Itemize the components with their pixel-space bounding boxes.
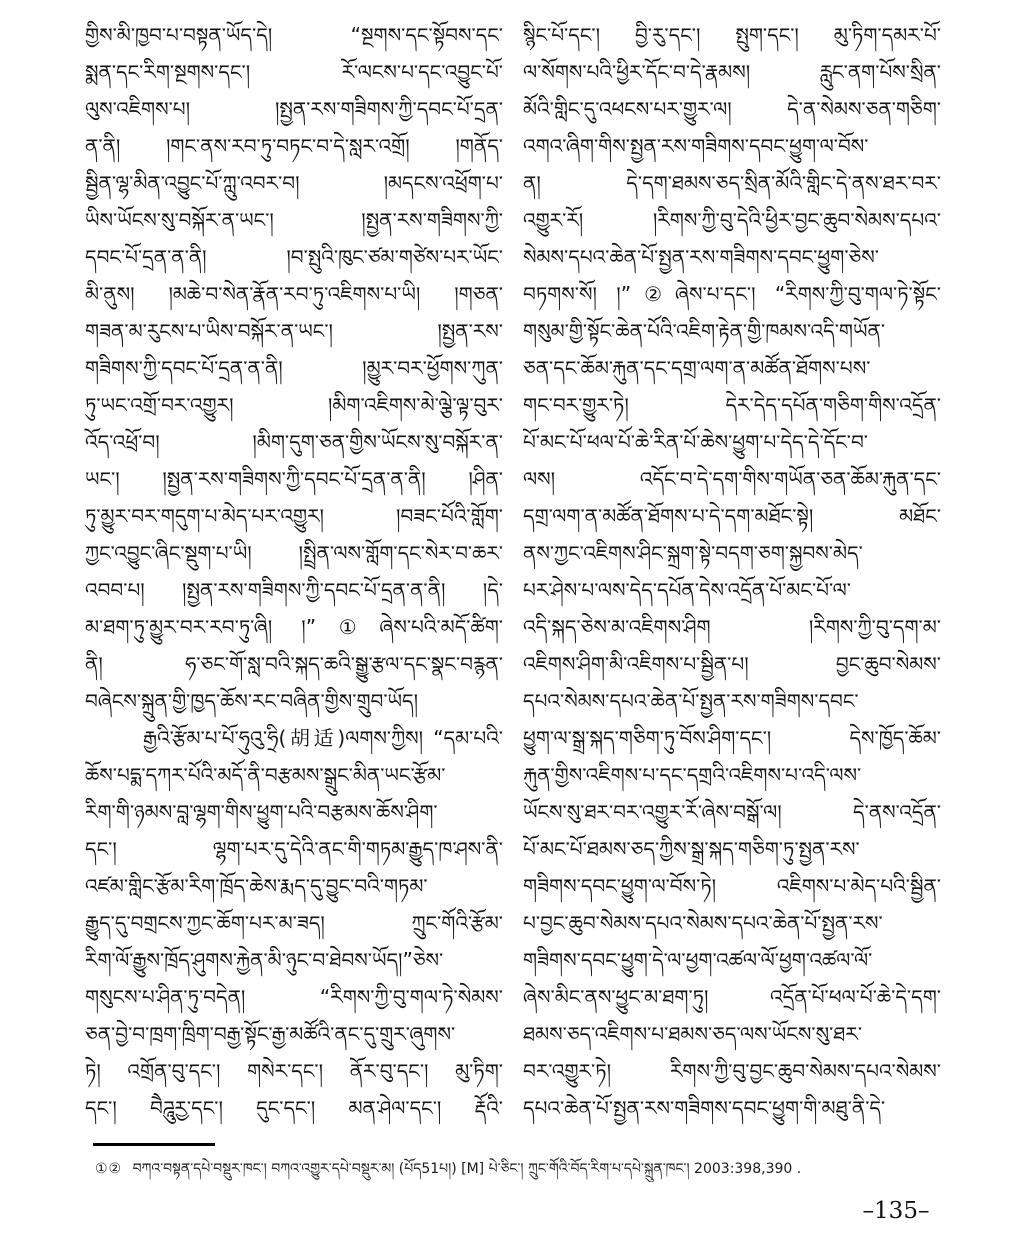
text-line: ཡོངས་སུ་ཐར་བར་འགྱུར་རོ་ཞེས་བསྒོ་ལ། དེ་ནས་འདྲོན་ <box>523 800 941 824</box>
text-line: པ་བྱང་ཆུབ་སེམས་དཔའ་སེམས་དཔའ་ཆེན་པོ་སྤྱན་རས་ <box>523 911 883 935</box>
text-line: པོ་མང་པོ་ཐམས་ཅད་ཀྱིས་སྒྲ་སྐད་གཅིག་ཏུ་སྤྱན་རས་ <box>523 837 860 861</box>
text-line: ན་ནི། །གང་ནས་རབ་ཏུ་བཏང་བ་དེ་སླར་འགྲོ། །གནོད་ <box>85 134 503 158</box>
text-line: ཏུ་ཡང་འགྲོ་བར་འགྱུར། །མིག་འཇིགས་མེ་ལྕེ་ལྟ་བུར་ <box>85 393 503 417</box>
text-column-left <box>85 14 503 1124</box>
text-line: ལས། འདོང་བ་དེ་དག་གིས་གཡོན་ཅན་ཆོམ་རྐུན་དང་ <box>523 467 941 491</box>
text-line: གྱིས་མི་ཁྱབ་པ་བསྟན་ཡོད་དེ། “སྔགས་དང་སྟོབས་དང་ <box>85 23 503 47</box>
text-line: འཛམ་གླིང་རྩོམ་རིག་ཁྲོད་ཆེས་རྨད་དུ་བྱུང་བའི་གཏམ་ <box>85 874 428 898</box>
text-line: བཞེངས་སྐྲུན་གྱི་ཁྱད་ཆོས་རང་བཞིན་གྱིས་གྲུབ་ཡོད། <box>85 689 419 713</box>
text-line: སྨན་དང་རིག་སྔགས་དང་། རོ་ལངས་པ་དང་འབྱུང་པོ་ <box>85 60 503 84</box>
text-line: ཆོས་པདྨ་དཀར་པོའི་མདོ་ནི་བརྩམས་སྒྲུང་མིན་ཡང་རྩོམ་ <box>85 763 446 787</box>
footnote-separator <box>93 1143 215 1146</box>
text-line: ནས་ཀྱང་འཇིགས་ཤིང་སྐྲག་སྟེ་བདག་ཅག་སྐྱབས་མེད་ <box>523 541 863 565</box>
text-line: བཏགས་སོ། །”②ཞེས་པ་དང་། “རིགས་ཀྱི་བུ་གལ་ཏེ་སྟོང་ <box>523 282 941 306</box>
text-line: པར་ཤེས་པ་ལས་དེད་དཔོན་དེས་འདྲོན་པོ་མང་པོ་ལ་ <box>523 578 851 602</box>
text-line: ཀྱང་འབྱུང་ཞིང་སྡུག་པ་ཡི། །སྤྲིན་ལས་གློག་དང་སེར་བ་ཆར་ <box>85 541 503 565</box>
text-line: དཔའ་ཆེན་པོ་སྤྱན་རས་གཟིགས་དབང་ཕྱུག་གི་མཐུ་ནི་དེ་ <box>523 1096 886 1120</box>
text-line: གསུམ་གྱི་སྟོང་ཆེན་པོའི་འཇིག་རྟེན་གྱི་ཁམས་འདི་གཡོན་ <box>523 319 886 343</box>
text-line: མ་ཐག་ཏུ་མྱུར་བར་རབ་ཏུ་ཞི། །”①ཞེས་པའི་མདོ་ཚིག་ <box>85 615 503 639</box>
text-line: འགྱུར་རོ། །རིགས་ཀྱི་བུ་དེའི་ཕྱིར་བྱང་ཆུབ་སེམས་དཔའ་ <box>523 208 941 232</box>
text-line: འགའ་ཞིག་གིས་སྤྱན་རས་གཟིགས་དབང་ཕྱུག་ལ་བོས་ <box>523 134 869 158</box>
text-line: པོ་མང་པོ་ཕལ་པོ་ཆེ་རིན་པོ་ཆེས་ཕྱུག་པ་དེད་དེ་དོང་བ་ <box>523 430 868 454</box>
text-line: གཟིགས་དབང་ཕྱུག་དེ་ལ་ཕྱག་འཚལ་ལོ་ཕྱག་འཚལ་ལོ་ <box>523 948 873 972</box>
text-line: ཕྱུག་ལ་སྒྲ་སྐད་གཅིག་ཏུ་བོས་ཤིག་དང་། དེས་ཁྱོད་ཆོམ་ <box>523 726 941 750</box>
text-line: དབང་པོ་དྲན་ན་ནི། །བ་སྤུའི་ཁུང་ཙམ་གཙེས་པར་ཡོང་ <box>85 245 503 269</box>
text-line: ཏེ། འགྲོན་བུ་དང་། གསེར་དང་། ནོར་བུ་དང་། མུ་ཏིག་ <box>85 1059 503 1083</box>
text-line: རྒྱུད་དུ་བགྲངས་ཀྱང་ཆོག་པར་མ་ཟད། ཀྲུང་གོའི་རྩོམ་ <box>85 911 503 935</box>
text-line: དཔའ་སེམས་དཔའ་ཆེན་པོ་སྤྱན་རས་གཟིགས་དབང་ <box>523 689 859 713</box>
text-line: ཞེས་མིང་ནས་ཕྱུང་མ་ཐག་ཏུ། འདྲོན་པོ་ཕལ་པོ་ཆེ་དེ་དག་ <box>523 985 941 1009</box>
text-line: ན། དེ་དག་ཐམས་ཅད་སྲིན་མོའི་གླིང་དེ་ནས་ཐར་བར་ <box>523 171 941 195</box>
text-line: རིག་གི་ཉམས་བླ་ལྷག་གིས་ཕྱུག་པའི་བརྩམས་ཆོས་ཤིག་ <box>85 800 438 824</box>
footnote-text: བཀའ་བསྟན་དཔེ་བསྡུར་ཁང་། བཀའ་འགྱུར་དཔེ་བསྡུར་མ། (པོད51པ།) [M] པེ་ཅིང་། ཀྲུང་གོའི་བོད་རིག་པ་དཔེ་སྐྲུན་ཁང་། 2003:398,390 . <box>132 1161 802 1177</box>
text-line: རྐུན་གྱིས་འཇིགས་པ་དང་དགྲའི་འཇིགས་པ་འདི་ལས་ <box>523 763 862 787</box>
paragraph <box>85 14 503 717</box>
text-line: རྒྱའི་རྩོམ་པ་པོ་ཧུའུ་ཧྲི(胡适)ལགས་ཀྱིས། “དམ་པའི་ <box>143 726 503 750</box>
text-line: གསུངས་པ་ཤིན་ཏུ་བདེན། “རིགས་ཀྱི་བུ་གལ་ཏེ་སེམས་ <box>85 985 503 1009</box>
text-line: བར་འགྱུར་ཏེ། རིགས་ཀྱི་བུ་བྱང་ཆུབ་སེམས་དཔའ་སེམས་ <box>523 1059 941 1083</box>
text-line: གཟིགས་དབང་ཕྱུག་ལ་བོས་ཏེ། འཇིགས་པ་མེད་པའི་སྦྱིན་ <box>523 874 941 898</box>
text-line: རིག་ལོ་རྒྱུས་ཁྲོད་ཤུགས་རྐྱེན་མི་ཉུང་བ་ཐེབས་ཡོད།”ཅེས་ <box>85 948 444 972</box>
text-line: ཏུ་མྱུར་བར་གདུག་པ་མེད་པར་འགྱུར། །བཟང་པོའི་གློག་ <box>85 504 503 528</box>
text-line: སྙིང་པོ་དང་། བྱི་རུ་དང་། སྤུག་དང་། མུ་ཏིག་དམར་པོ་ <box>523 23 941 47</box>
text-line: ཅན་བྱེ་བ་ཁྲག་ཁྲིག་བརྒྱ་སྟོང་རྒྱ་མཚོའི་ནང་དུ་གྲུར་ཞུགས་ <box>85 1022 456 1046</box>
text-line: མོའི་གླིང་དུ་འཕངས་པར་གྱུར་ལ། དེ་ན་སེམས་ཅན་གཅིག་ <box>523 97 941 121</box>
page-number: –135– <box>862 1198 930 1224</box>
text-line: འབབ་པ། །སྤྱན་རས་གཟིགས་ཀྱི་དབང་པོ་དྲན་ན་ནི། །དེ་ <box>85 578 503 602</box>
text-line: དང་། ལྷག་པར་དུ་དེའི་ནང་གི་གཏམ་རྒྱུད་ཁ་ཤས་ནི་ <box>85 837 503 861</box>
text-line: གཟན་མ་རུངས་པ་ཡིས་བསྐོར་ན་ཡང་། །སྤྱན་རས་ <box>85 319 503 343</box>
paragraph <box>85 717 503 1124</box>
text-line: ནི། ཧ་ཅང་གོ་སླ་བའི་སྐད་ཆའི་སྒྱུ་རྩལ་དང་སྣང་བརྙན་ <box>85 652 503 676</box>
text-line: ཐམས་ཅད་འཇིགས་པ་ཐམས་ཅད་ལས་ཡོངས་སུ་ཐར་ <box>523 1022 863 1046</box>
footnote <box>95 1156 935 1182</box>
text-line: སྦྱིན་ལྷ་མིན་འབྱུང་པོ་ཀླུ་འབར་བ། །མདངས་འཕྲོག་པ་ <box>85 171 503 195</box>
text-line: གཟིགས་ཀྱི་དབང་པོ་དྲན་ན་ནི། །མྱུར་བར་ཕྱོགས་ཀུན་ <box>85 356 503 380</box>
text-line: འཇིགས་ཤིག་མི་འཇིགས་པ་སྦྱིན་པ། བྱང་ཆུབ་སེམས་ <box>523 652 941 676</box>
text-column-right <box>523 14 941 1124</box>
text-line: དགྲ་ལག་ན་མཚོན་ཐོགས་པ་དེ་དག་མཐོང་སྟེ། མཐོང་ <box>523 504 941 528</box>
body-text <box>85 14 941 1124</box>
text-line: ཅན་དང་ཆོམ་རྐུན་དང་དགྲ་ལག་ན་མཚོན་ཐོགས་པས་ <box>523 356 871 380</box>
footnote-markers: ①② <box>95 1161 123 1177</box>
text-line: གང་བར་གྱུར་ཏེ། དེར་དེད་དཔོན་གཅིག་གིས་འདྲོན་ <box>523 393 941 417</box>
text-line: ལ་སོགས་པའི་ཕྱིར་དོང་བ་དེ་རྣམས། རླུང་ནག་པོས་སྲིན་ <box>523 60 941 84</box>
text-line: ཡིས་ཡོངས་སུ་བསྐོར་ན་ཡང་། །སྤྱན་རས་གཟིགས་ཀྱི་ <box>85 208 503 232</box>
text-line: འདི་སྐད་ཅེས་མ་འཇིགས་ཤིག །རིགས་ཀྱི་བུ་དག་མ་ <box>523 615 941 639</box>
text-line: དང་། བཻཌཱུརྱ་དང་། དུང་དང་། མན་ཤེལ་དང་། རྡོའི་ <box>85 1096 503 1120</box>
text-line: ལུས་འཇིགས་པ། །སྤྱན་རས་གཟིགས་ཀྱི་དབང་པོ་དྲན་ <box>85 97 503 121</box>
text-line: འོད་འཕྲོ་བ། །མིག་དུག་ཅན་གྱིས་ཡོངས་སུ་བསྐོར་ན་ <box>85 430 503 454</box>
paragraph <box>523 14 941 1124</box>
text-line: མི་ནུས། །མཆེ་བ་སེན་རྣོན་རབ་ཏུ་འཇིགས་པ་ཡི། །གཅན་ <box>85 282 503 306</box>
text-line: སེམས་དཔའ་ཆེན་པོ་སྤྱན་རས་གཟིགས་དབང་ཕྱུག་ཅེས་ <box>523 245 879 269</box>
text-line: ཡང་། །སྤྱན་རས་གཟིགས་ཀྱི་དབང་པོ་དྲན་ན་ནི། །ཤིན་ <box>85 467 503 491</box>
